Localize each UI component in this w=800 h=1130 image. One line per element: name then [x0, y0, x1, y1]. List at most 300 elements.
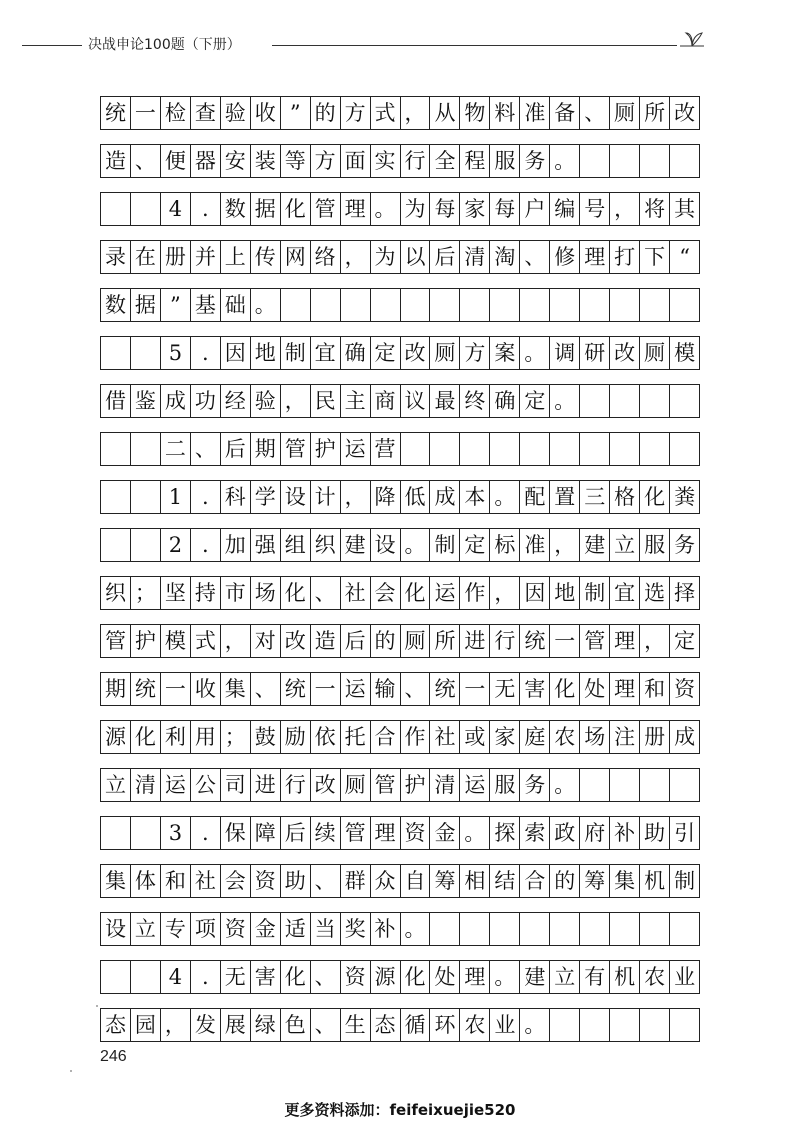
grid-cell: 宜	[311, 337, 341, 369]
grid-cell	[670, 385, 700, 417]
grid-cell: 业	[490, 1009, 520, 1041]
grid-cell: 加	[221, 529, 251, 561]
grid-cell: 坚	[161, 577, 191, 609]
grid-cell: 功	[191, 385, 221, 417]
grid-cell	[490, 289, 520, 321]
grid-cell: 管	[580, 625, 610, 657]
grid-cell: 调	[550, 337, 580, 369]
grid-cell: 低	[401, 481, 431, 513]
grid-cell	[550, 913, 580, 945]
grid-cell	[371, 289, 401, 321]
grid-cell: 户	[520, 193, 550, 225]
grid-cell: 体	[131, 865, 161, 897]
grid-cell: 程	[460, 145, 490, 177]
grid-cell	[101, 817, 131, 849]
grid-cell: ，	[341, 241, 371, 273]
grid-cell: ，	[161, 1009, 191, 1041]
grid-cell: 成	[430, 481, 460, 513]
grid-cell	[101, 529, 131, 561]
grid-cell: 号	[580, 193, 610, 225]
grid-cell	[520, 913, 550, 945]
grid-cell: 运	[161, 769, 191, 801]
grid-cell: 作	[460, 577, 490, 609]
grid-cell: 在	[131, 241, 161, 273]
grid-cell: 、	[131, 145, 161, 177]
grid-cell: 数	[101, 289, 131, 321]
grid-cell: 厕	[610, 97, 640, 129]
grid-cell: 改	[311, 769, 341, 801]
grid-cell: ，	[221, 625, 251, 657]
grid-cell: 以	[401, 241, 431, 273]
grid-cell: 期	[101, 673, 131, 705]
grid-cell	[131, 193, 161, 225]
grid-cell: .	[191, 817, 221, 849]
grid-cell: 机	[640, 865, 670, 897]
grid-cell: 络	[311, 241, 341, 273]
grid-cell	[401, 433, 431, 465]
grid-cell: 服	[490, 769, 520, 801]
grid-row	[100, 624, 700, 658]
answer-sheet-grid	[100, 96, 700, 1056]
grid-cell	[610, 433, 640, 465]
grid-cell: 运	[430, 577, 460, 609]
grid-cell: 循	[401, 1009, 431, 1041]
grid-cell	[580, 1009, 610, 1041]
grid-cell: 社	[430, 721, 460, 753]
grid-cell: 输	[371, 673, 401, 705]
grid-cell: 修	[550, 241, 580, 273]
grid-cell: 庭	[520, 721, 550, 753]
grid-cell	[520, 433, 550, 465]
grid-cell: 护	[131, 625, 161, 657]
speck	[70, 1070, 72, 1072]
grid-cell: 验	[251, 385, 281, 417]
grid-cell	[550, 433, 580, 465]
grid-cell: 专	[161, 913, 191, 945]
grid-cell: 群	[341, 865, 371, 897]
grid-cell: 农	[550, 721, 580, 753]
grid-cell: 生	[341, 1009, 371, 1041]
grid-cell: 4	[161, 193, 191, 225]
grid-cell: 、	[191, 433, 221, 465]
grid-cell	[670, 145, 700, 177]
grid-cell	[490, 433, 520, 465]
grid-cell: 众	[371, 865, 401, 897]
grid-cell	[610, 913, 640, 945]
grid-cell: 助	[640, 817, 670, 849]
grid-cell: 资	[670, 673, 700, 705]
grid-cell: 格	[610, 481, 640, 513]
grid-cell: 组	[281, 529, 311, 561]
grid-cell: 。	[251, 289, 281, 321]
grid-cell: 方	[311, 145, 341, 177]
grid-cell: 装	[251, 145, 281, 177]
grid-cell: 案	[490, 337, 520, 369]
grid-cell: 淘	[490, 241, 520, 273]
grid-cell: 一	[550, 625, 580, 657]
grid-cell: 全	[430, 145, 460, 177]
page-number: 246	[100, 1048, 127, 1065]
grid-cell: 害	[251, 961, 281, 993]
grid-cell: 场	[251, 577, 281, 609]
grid-cell: 1	[161, 481, 191, 513]
grid-cell: 册	[640, 721, 670, 753]
grid-cell: 和	[161, 865, 191, 897]
grid-cell: 资	[221, 913, 251, 945]
grid-cell	[101, 193, 131, 225]
grid-cell: 的	[311, 97, 341, 129]
grid-cell	[640, 433, 670, 465]
grid-cell: ”	[281, 97, 311, 129]
grid-cell: ，	[401, 97, 431, 129]
grid-cell: ”	[161, 289, 191, 321]
grid-cell: 金	[430, 817, 460, 849]
grid-cell: 。	[490, 961, 520, 993]
grid-cell: 管	[101, 625, 131, 657]
grid-cell: 造	[101, 145, 131, 177]
grid-cell: 因	[520, 577, 550, 609]
grid-cell: 上	[221, 241, 251, 273]
grid-cell	[401, 289, 431, 321]
sprout-icon	[676, 28, 708, 54]
grid-cell: 运	[341, 433, 371, 465]
grid-cell: 的	[371, 625, 401, 657]
grid-cell: 从	[430, 97, 460, 129]
grid-cell: 、	[580, 97, 610, 129]
grid-cell: 研	[580, 337, 610, 369]
grid-cell: ，	[550, 529, 580, 561]
grid-cell	[131, 433, 161, 465]
grid-cell: 改	[281, 625, 311, 657]
grid-cell: 一	[460, 673, 490, 705]
grid-row	[100, 336, 700, 370]
grid-cell: 障	[251, 817, 281, 849]
grid-cell: 化	[550, 673, 580, 705]
grid-cell: 5	[161, 337, 191, 369]
grid-row	[100, 672, 700, 706]
grid-cell: 制	[580, 577, 610, 609]
grid-cell: 适	[281, 913, 311, 945]
grid-cell: 发	[191, 1009, 221, 1041]
grid-cell: 制	[281, 337, 311, 369]
grid-cell: 处	[580, 673, 610, 705]
grid-cell: 服	[640, 529, 670, 561]
grid-cell: 后	[221, 433, 251, 465]
grid-cell: 改	[670, 97, 700, 129]
running-header	[0, 28, 800, 58]
grid-cell: 料	[490, 97, 520, 129]
grid-cell: 厕	[640, 337, 670, 369]
grid-cell: 展	[221, 1009, 251, 1041]
grid-cell: 司	[221, 769, 251, 801]
grid-cell: .	[191, 529, 221, 561]
grid-cell: 下	[640, 241, 670, 273]
grid-cell: 降	[371, 481, 401, 513]
grid-cell: .	[191, 961, 221, 993]
grid-cell: 配	[520, 481, 550, 513]
grid-cell: 清	[460, 241, 490, 273]
grid-cell: 管	[371, 769, 401, 801]
grid-cell: 面	[341, 145, 371, 177]
grid-cell: .	[191, 481, 221, 513]
grid-cell	[490, 913, 520, 945]
grid-cell: 验	[221, 97, 251, 129]
grid-cell: 所	[430, 625, 460, 657]
grid-cell: 运	[460, 769, 490, 801]
grid-cell: 管	[341, 817, 371, 849]
grid-cell: 护	[311, 433, 341, 465]
grid-cell: 化	[281, 577, 311, 609]
grid-cell: 统	[131, 673, 161, 705]
grid-cell: 、	[311, 961, 341, 993]
grid-cell: 化	[281, 193, 311, 225]
grid-cell: 补	[371, 913, 401, 945]
grid-cell: 式	[191, 625, 221, 657]
grid-cell: 。	[371, 193, 401, 225]
grid-cell: 期	[251, 433, 281, 465]
grid-cell: 学	[251, 481, 281, 513]
grid-cell	[131, 529, 161, 561]
grid-cell: 会	[371, 577, 401, 609]
grid-cell: 合	[520, 865, 550, 897]
grid-cell: 的	[550, 865, 580, 897]
grid-cell: 集	[101, 865, 131, 897]
grid-cell: 物	[460, 97, 490, 129]
book-title: 决战申论100题（下册）	[88, 37, 241, 53]
grid-cell: 确	[341, 337, 371, 369]
grid-cell: 打	[610, 241, 640, 273]
grid-row	[100, 528, 700, 562]
grid-cell: 社	[341, 577, 371, 609]
grid-cell: 立	[550, 961, 580, 993]
grid-cell: 本	[460, 481, 490, 513]
grid-cell	[281, 289, 311, 321]
grid-cell: 化	[401, 577, 431, 609]
grid-cell: 有	[580, 961, 610, 993]
grid-cell: 计	[311, 481, 341, 513]
grid-cell: 管	[311, 193, 341, 225]
speck	[96, 1005, 98, 1007]
header-rule-left	[22, 45, 82, 46]
grid-cell: 并	[191, 241, 221, 273]
grid-cell: 、	[311, 577, 341, 609]
grid-cell	[670, 913, 700, 945]
grid-cell: 织	[101, 577, 131, 609]
grid-cell	[670, 769, 700, 801]
grid-row	[100, 720, 700, 754]
grid-cell: 鉴	[131, 385, 161, 417]
grid-cell	[610, 1009, 640, 1041]
grid-cell: 集	[610, 865, 640, 897]
grid-cell: 资	[251, 865, 281, 897]
grid-row	[100, 864, 700, 898]
grid-row	[100, 240, 700, 274]
grid-cell	[640, 913, 670, 945]
grid-cell	[670, 289, 700, 321]
grid-cell: 成	[161, 385, 191, 417]
grid-cell: 统	[101, 97, 131, 129]
grid-cell: 建	[580, 529, 610, 561]
grid-cell: 机	[610, 961, 640, 993]
grid-cell: 册	[161, 241, 191, 273]
grid-cell: 化	[401, 961, 431, 993]
grid-cell	[580, 769, 610, 801]
grid-cell: 理	[460, 961, 490, 993]
grid-cell: 制	[670, 865, 700, 897]
grid-row	[100, 768, 700, 802]
grid-cell: 色	[281, 1009, 311, 1041]
grid-cell: 网	[281, 241, 311, 273]
grid-cell: 续	[311, 817, 341, 849]
grid-cell: 后	[430, 241, 460, 273]
grid-cell: 家	[490, 721, 520, 753]
grid-cell: 定	[670, 625, 700, 657]
grid-cell: 确	[490, 385, 520, 417]
grid-cell: 务	[520, 769, 550, 801]
grid-cell	[520, 289, 550, 321]
grid-cell: 、	[520, 241, 550, 273]
grid-cell: 、	[311, 1009, 341, 1041]
grid-cell: 项	[191, 913, 221, 945]
grid-cell: 理	[610, 673, 640, 705]
grid-cell: ；	[221, 721, 251, 753]
grid-cell: 理	[341, 193, 371, 225]
grid-cell: 探	[490, 817, 520, 849]
grid-cell: 3	[161, 817, 191, 849]
grid-cell	[610, 385, 640, 417]
grid-row	[100, 1008, 700, 1042]
grid-cell: 用	[191, 721, 221, 753]
grid-cell	[101, 433, 131, 465]
grid-cell: 引	[670, 817, 700, 849]
grid-cell: 化	[131, 721, 161, 753]
grid-cell: 终	[460, 385, 490, 417]
grid-cell: 三	[580, 481, 610, 513]
grid-cell: 定	[520, 385, 550, 417]
grid-cell: 。	[550, 769, 580, 801]
grid-cell: 将	[640, 193, 670, 225]
grid-cell: 。	[490, 481, 520, 513]
grid-cell: 民	[311, 385, 341, 417]
grid-cell: 2	[161, 529, 191, 561]
grid-cell: ，	[640, 625, 670, 657]
grid-cell: 模	[670, 337, 700, 369]
grid-cell	[640, 385, 670, 417]
grid-cell: 每	[430, 193, 460, 225]
grid-row	[100, 144, 700, 178]
grid-cell: 二	[161, 433, 191, 465]
grid-cell: 补	[610, 817, 640, 849]
grid-cell: 收	[251, 97, 281, 129]
grid-cell: 方	[460, 337, 490, 369]
grid-cell: 社	[191, 865, 221, 897]
grid-cell: 业	[670, 961, 700, 993]
grid-cell: 科	[221, 481, 251, 513]
grid-cell: 设	[371, 529, 401, 561]
grid-cell	[131, 481, 161, 513]
grid-cell: 改	[401, 337, 431, 369]
grid-cell: 依	[311, 721, 341, 753]
grid-cell: 建	[520, 961, 550, 993]
grid-cell: 为	[401, 193, 431, 225]
grid-cell: 置	[550, 481, 580, 513]
grid-cell: 、	[311, 865, 341, 897]
grid-cell: 设	[101, 913, 131, 945]
grid-cell: 行	[490, 625, 520, 657]
grid-cell: 方	[341, 97, 371, 129]
grid-cell: 定	[460, 529, 490, 561]
grid-cell: 选	[640, 577, 670, 609]
grid-cell: 无	[221, 961, 251, 993]
grid-cell: 准	[520, 529, 550, 561]
grid-cell: 后	[341, 625, 371, 657]
grid-cell: 态	[101, 1009, 131, 1041]
grid-cell: 厕	[341, 769, 371, 801]
grid-cell: 标	[490, 529, 520, 561]
grid-cell	[460, 913, 490, 945]
grid-cell: 其	[670, 193, 700, 225]
grid-row	[100, 816, 700, 850]
grid-cell: 资	[401, 817, 431, 849]
grid-cell	[580, 433, 610, 465]
grid-cell	[341, 289, 371, 321]
grid-cell: 合	[371, 721, 401, 753]
header-rule-right	[272, 45, 677, 46]
grid-cell	[460, 289, 490, 321]
grid-cell: 制	[430, 529, 460, 561]
grid-cell	[101, 481, 131, 513]
grid-row	[100, 432, 700, 466]
grid-cell: 建	[341, 529, 371, 561]
grid-cell: 清	[430, 769, 460, 801]
grid-cell: 管	[281, 433, 311, 465]
grid-cell: 。	[520, 1009, 550, 1041]
grid-cell: 编	[550, 193, 580, 225]
grid-cell: 立	[610, 529, 640, 561]
grid-cell	[101, 961, 131, 993]
grid-cell: 行	[281, 769, 311, 801]
grid-cell: 。	[550, 145, 580, 177]
grid-cell	[131, 961, 161, 993]
grid-cell: 金	[251, 913, 281, 945]
grid-cell: 一	[311, 673, 341, 705]
grid-cell: 清	[131, 769, 161, 801]
grid-cell: 相	[460, 865, 490, 897]
grid-cell: 厕	[430, 337, 460, 369]
grid-cell	[610, 289, 640, 321]
grid-cell: 式	[371, 97, 401, 129]
grid-cell: 查	[191, 97, 221, 129]
grid-cell: 商	[371, 385, 401, 417]
grid-cell: 造	[311, 625, 341, 657]
grid-cell	[131, 817, 161, 849]
grid-cell: 务	[670, 529, 700, 561]
grid-cell: ；	[131, 577, 161, 609]
grid-cell: 厕	[401, 625, 431, 657]
grid-cell: 地	[251, 337, 281, 369]
grid-cell: 托	[341, 721, 371, 753]
grid-cell: ，	[490, 577, 520, 609]
grid-cell: 利	[161, 721, 191, 753]
grid-cell: 主	[341, 385, 371, 417]
grid-cell: 所	[640, 97, 670, 129]
grid-cell: 织	[311, 529, 341, 561]
grid-cell	[550, 289, 580, 321]
grid-cell: 器	[191, 145, 221, 177]
grid-row	[100, 960, 700, 994]
grid-cell: 和	[640, 673, 670, 705]
grid-cell: 、	[401, 673, 431, 705]
